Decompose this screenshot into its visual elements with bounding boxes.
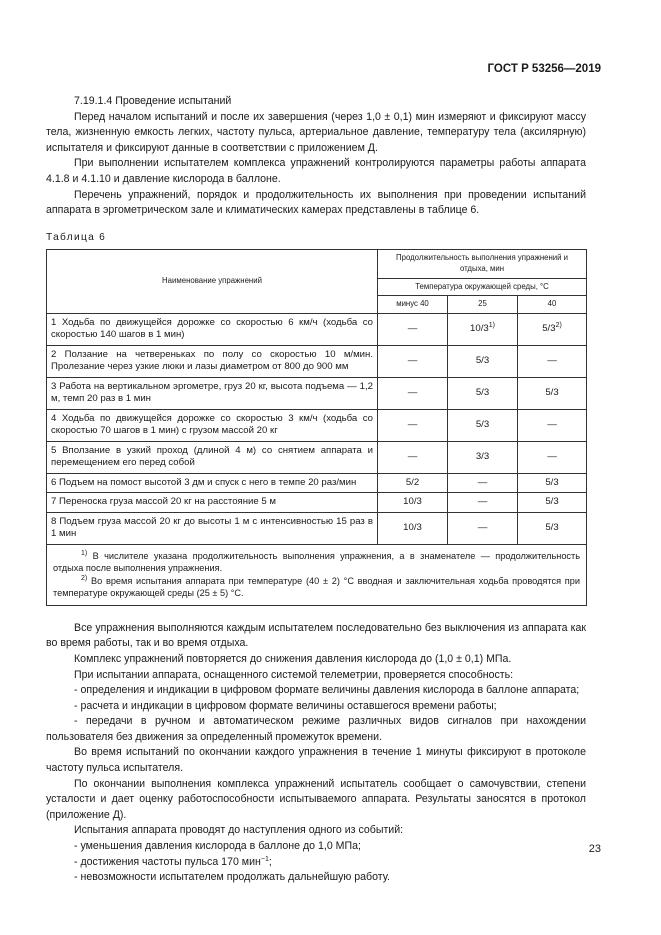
value-minus40: — <box>378 409 448 441</box>
unit-exponent: −1 <box>260 855 269 863</box>
value-40: — <box>518 441 587 473</box>
value-25: 5/3 <box>448 377 518 409</box>
paragraph: Комплекс упражнений повторяется до снижения давления кислорода до (1,0 ± 0,1) МПа. <box>74 652 512 665</box>
value-25: — <box>448 512 518 544</box>
list-item: - определения и индикации в цифровом формате величины давления кислорода в баллоне аппарата; <box>74 684 580 697</box>
exercise-name: 7 Переноска груза массой 20 кг на расстояние 5 м <box>47 493 378 513</box>
exercise-name: 2 Ползание на четвереньках по полу со скоростью 10 м/мин. Пролезание через узкие люки и лазы диаметром от 800 до 900 мм <box>47 345 378 377</box>
value-minus40: — <box>378 313 448 345</box>
exercise-name: 4 Ходьба по движущейся дорожке со скоростью 3 км/ч (ходьба со скоростью 70 шагов в 1 мин) с грузом массой 20 кг <box>47 409 378 441</box>
paragraph: При испытании аппарата, оснащенного системой телеметрии, проверяется способность: <box>74 668 514 681</box>
table-note <box>53 575 580 600</box>
footnote-mark: 2) <box>81 574 88 582</box>
value-40: 5/3 <box>518 473 587 493</box>
table-notes <box>47 544 587 605</box>
value-minus40: 5/2 <box>378 473 448 493</box>
value-25: 3/3 <box>448 441 518 473</box>
paragraph: По окончании выполнения комплекса упражнений испытатель сообщает о самочувствии, степени усталости и дает оценку работоспособности испытываемого аппарата. Результаты заносятся в протокол (приложение Д). <box>46 777 586 821</box>
exercise-name: 6 Подъем на помост высотой 3 дм и спуск с него в темпе 20 раз/мин <box>47 473 378 493</box>
column-header-temp-25: 25 <box>448 296 518 314</box>
value-text: 10/3 <box>470 322 489 334</box>
table-row <box>47 441 587 473</box>
table-note <box>53 550 580 575</box>
value-25: 5/3 <box>448 345 518 377</box>
value-40: 5/3 <box>518 512 587 544</box>
list-item <box>46 855 586 871</box>
exercise-name: 3 Работа на вертикальном эргометре, груз 20 кг, высота подъема — 1,2 м, темп 20 раз в 1 мин <box>47 377 378 409</box>
table-row <box>47 493 587 513</box>
page-number: 23 <box>588 843 601 855</box>
table-row <box>47 377 587 409</box>
table-row <box>47 473 587 493</box>
page-content <box>46 94 586 886</box>
paragraph: Перед началом испытаний и после их завершения (через 1,0 ± 0,1) мин измеряют и фиксируют массу тела, жизненную емкость легких, частоту пульса, артериальное давление, температуру тела (аксилярную) испытателя и фиксируют данные в соответствии с приложением Д. <box>46 110 586 154</box>
footnote-mark: 1) <box>81 549 88 557</box>
value-minus40: — <box>378 441 448 473</box>
section-heading: 7.19.1.4 Проведение испытаний <box>74 95 232 107</box>
paragraph: Испытания аппарата проводят до наступления одного из событий: <box>74 824 404 837</box>
table-row <box>47 409 587 441</box>
list-item: - расчета и индикации в цифровом формате величины оставшегося времени работы; <box>74 699 497 712</box>
note-text: Во время испытания аппарата при температуре (40 ± 2) °С вводная и заключительная ходьба проводятся при температуре окружающей среды (25 ± 5) °С. <box>53 575 580 599</box>
value-minus40: — <box>378 377 448 409</box>
value-25: — <box>448 493 518 513</box>
value-40: 5/3 <box>518 377 587 409</box>
table-caption: Таблица 6 <box>46 231 107 243</box>
footnote-mark: 1) <box>488 321 495 329</box>
value-text: 5/3 <box>542 322 556 334</box>
post-table-text <box>46 621 586 886</box>
standard-code: ГОСТ Р 53256—2019 <box>487 63 601 75</box>
column-header-temp-40: 40 <box>518 296 587 314</box>
value-minus40: 10/3 <box>378 493 448 513</box>
value-25 <box>448 313 518 345</box>
column-header-temperature: Температура окружающей среды, °С <box>378 278 587 296</box>
list-item: - передачи в ручном и автоматическом режиме различных видов сигналов при нахождении пользователя без движения за определенный промежуток времени. <box>46 715 586 743</box>
table-row <box>47 345 587 377</box>
list-item-end: ; <box>268 855 272 868</box>
note-text: В числителе указана продолжительность выполнения упражнения, а в знаменателе — продолжительность отдыха после выполнения упражнения. <box>53 550 581 574</box>
column-header-exercise-name: Наименование упражнений <box>47 250 378 313</box>
paragraph: При выполнении испытателем комплекса упражнений контролируются параметры работы аппарата 4.1.8 и 4.1.10 и давление кислорода в баллоне. <box>46 157 586 185</box>
list-item-text: - достижения частоты пульса 170 мин <box>74 855 261 868</box>
column-header-temp-minus40: минус 40 <box>378 296 448 314</box>
value-40: 5/3 <box>518 493 587 513</box>
value-40: — <box>518 345 587 377</box>
column-header-duration: Продолжительность выполнения упражнений и отдыха, мин <box>378 250 587 278</box>
exercise-name: 8 Подъем груза массой 20 кг до высоты 1 м с интенсивностью 15 раз в 1 мин <box>47 512 378 544</box>
paragraph: Во время испытаний по окончании каждого упражнения в течение 1 минуты фиксируют в протоколе частоту пульса испытателя. <box>46 746 586 775</box>
list-item: - уменьшения давления кислорода в баллоне до 1,0 МПа; <box>74 840 361 853</box>
paragraph: Все упражнения выполняются каждым испытателем последовательно без выключения из аппарата как во время работы, так и во время отдыха. <box>46 621 586 650</box>
exercise-name: 1 Ходьба по движущейся дорожке со скоростью 6 км/ч (ходьба со скоростью 140 шагов в 1 мин) <box>47 313 378 345</box>
value-minus40: 10/3 <box>378 512 448 544</box>
value-minus40: — <box>378 345 448 377</box>
table-row <box>47 512 587 544</box>
paragraph: Перечень упражнений, порядок и продолжительность их выполнения при проведении испытаний аппарата в эргометрическом зале и климатических камерах представлены в таблице 6. <box>46 188 586 217</box>
value-40: — <box>518 409 587 441</box>
value-40 <box>518 313 587 345</box>
table-row <box>47 313 587 345</box>
value-25: 5/3 <box>448 409 518 441</box>
exercises-table <box>46 249 587 605</box>
exercise-name: 5 Вползание в узкий проход (длиной 4 м) со снятием аппарата и перемещением его перед собой <box>47 441 378 473</box>
list-item: - невозможности испытателем продолжать дальнейшую работу. <box>74 871 390 884</box>
footnote-mark: 2) <box>555 321 562 329</box>
value-25: — <box>448 473 518 493</box>
